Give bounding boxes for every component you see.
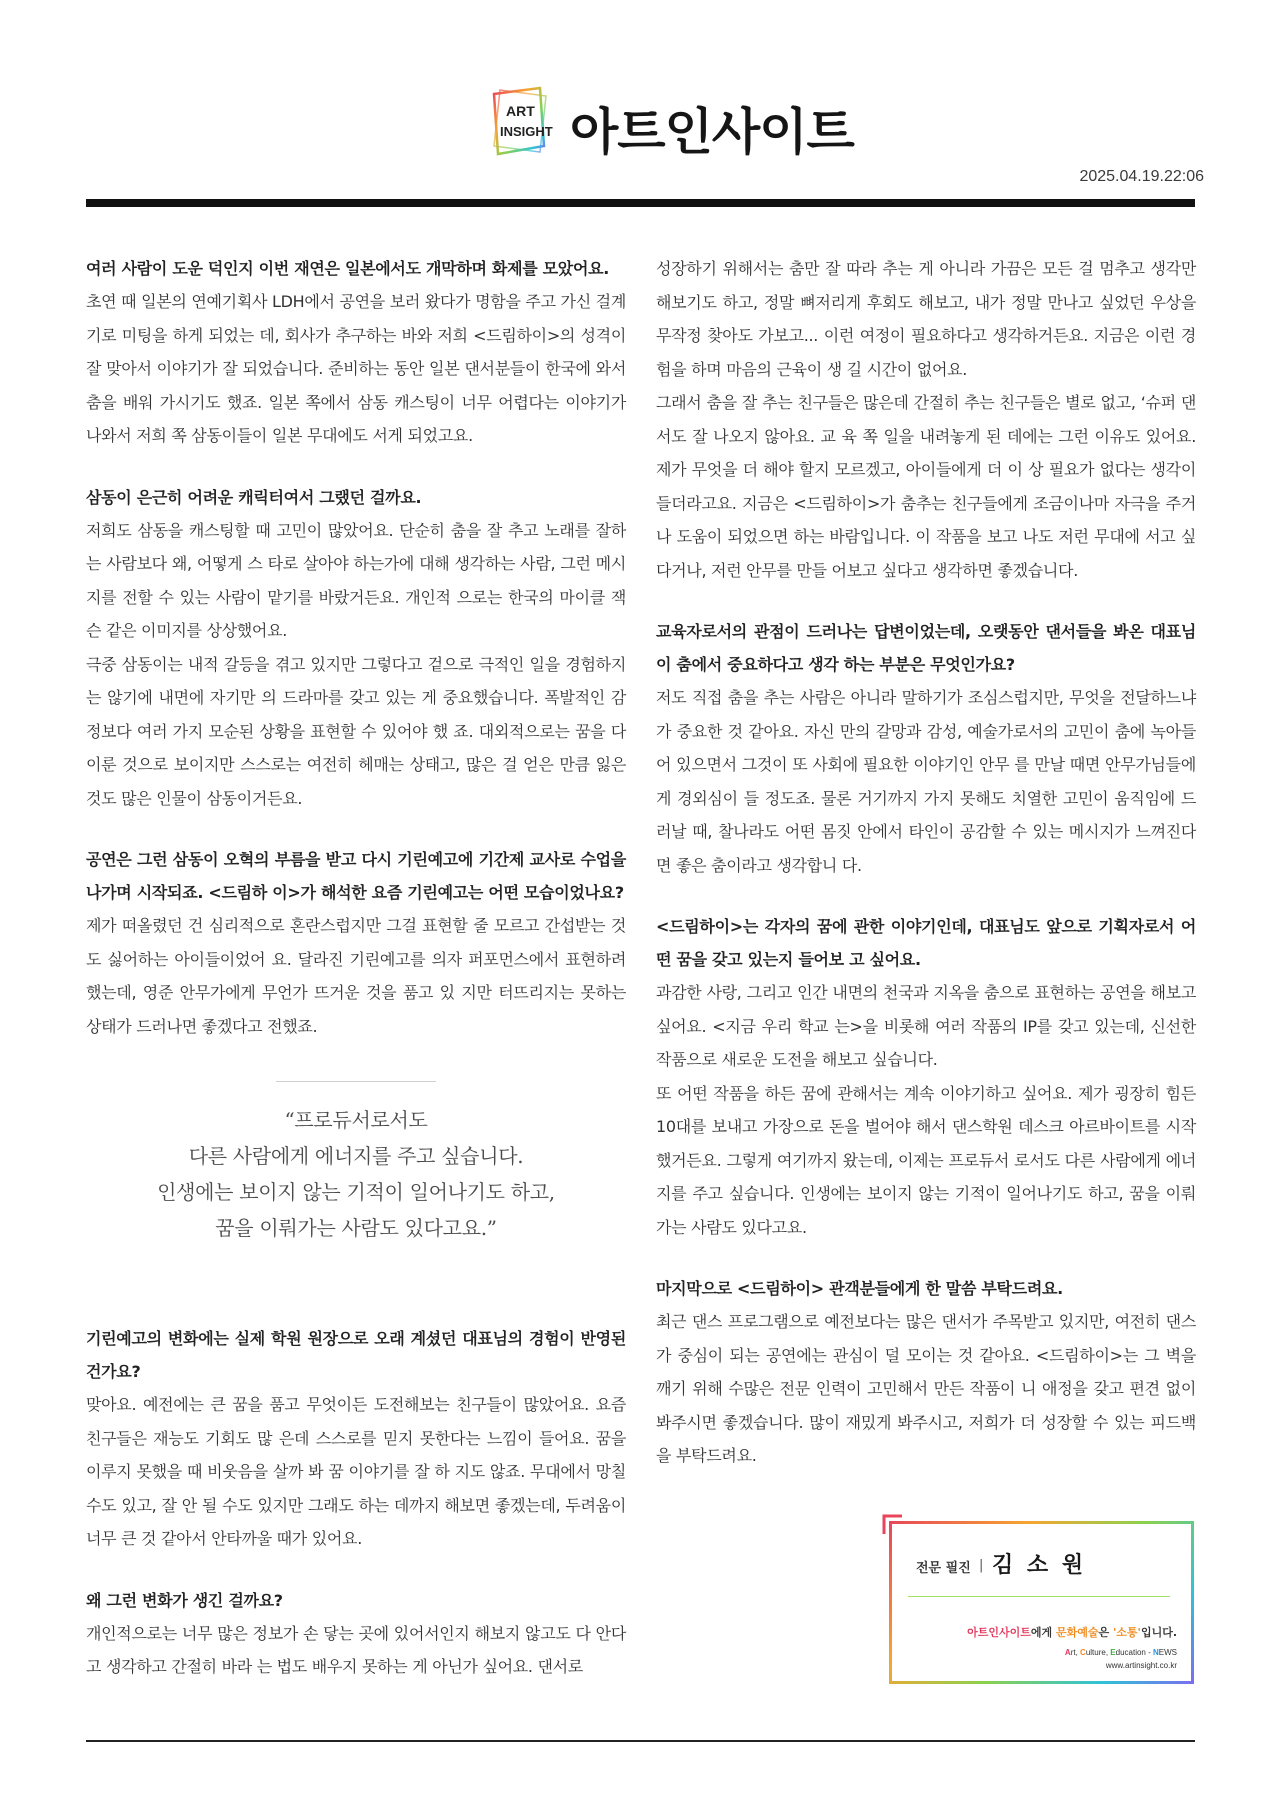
author-name: 김 소 원	[992, 1553, 1087, 1578]
interview-answer: 저희도 삼동을 캐스팅할 때 고민이 많았어요. 단순히 춤을 잘 추고 노래를 잘하는 사람보다 왜, 어떻게 스 타로 살아야 하는가에 대해 생각하는 사람, 그런 메시지를 전할 수 있는 사람이 맡기를 바랐거든요. 개인적 으로는 한국의 마이클 잭슨 같은 이미지를 상상했어요.	[86, 520, 626, 640]
interview-question: 마지막으로 <드림하이> 관객분들에게 한 말씀 부탁드려요.	[656, 1279, 1063, 1298]
header-divider	[86, 199, 1195, 207]
interview-answer: 최근 댄스 프로그램으로 예전보다는 많은 댄서가 주목받고 있지만, 여전히 댄스가 중심이 되는 공연에는 관심이 덜 모이는 것 같아요. <드림하이>는 그 벽을 깨기 위해 수많은 전문 인력이 고민해서 만든 작품이 니 애정을 갖고 편견 없이 봐주시면 좋겠습니다. 많이 재밌게 봐주시고, 저희가 더 성장할 수 있는 피드백 을 부탁드려요.	[656, 1312, 1196, 1465]
interview-question: 왜 그런 변화가 생긴 걸까요?	[86, 1590, 283, 1610]
interview-question: <드림하이>는 각자의 꿈에 관한 이야기인데, 대표님도 앞으로 기획자로서 어떤 꿈을 갖고 있는지 들어보 고 싶어요.	[656, 917, 1196, 969]
pull-quote-line: 인생에는 보이지 않는 기적이 일어나기도 하고,	[157, 1180, 555, 1204]
byline-divider	[908, 1596, 1170, 1597]
byline-subtitle	[1065, 1648, 1177, 1657]
section-gap	[656, 587, 1196, 615]
site-url[interactable]: www.artinsight.co.kr	[1105, 1661, 1177, 1670]
tagline-highlight: 문화예술	[1055, 1626, 1099, 1639]
section-gap	[86, 1294, 626, 1322]
section-gap	[86, 1556, 626, 1584]
byline-tagline	[967, 1624, 1177, 1640]
pull-quote	[86, 1081, 626, 1246]
right-column	[656, 252, 1196, 1473]
sub-culture-rest: ulture,	[1085, 1648, 1111, 1657]
footer-divider	[86, 1740, 1195, 1742]
interview-answer: 극중 삼동이는 내적 갈등을 겪고 있지만 그렇다고 겉으로 극적인 일을 경험하지는 않기에 내면에 자기만 의 드라마를 갖고 있는 게 중요했습니다. 폭발적인 감정보다 여러 가지 모순된 상황을 표현할 수 있어야 했 죠. 대외적으로는 꿈을 다 이룬 것으로 보이지만 스스로는 여전히 헤매는 상태고, 많은 걸 얻은 만큼 잃은 것도 많은 인물이 삼동이거든요.	[86, 654, 626, 808]
interview-question: 삼동이 은근히 어려운 캐릭터여서 그랬던 걸까요.	[86, 487, 422, 507]
section-gap	[656, 1244, 1196, 1272]
pull-quote-rule	[276, 1081, 436, 1082]
interview-answer: 개인적으로는 너무 많은 정보가 손 닿는 곳에 있어서인지 해보지 않고도 다 안다고 생각하고 간절히 바라 는 법도 배우지 못하는 게 아닌가 싶어요. 댄서로	[86, 1623, 626, 1676]
page-header	[0, 0, 1280, 210]
art-insight-badge-icon	[488, 86, 558, 158]
author-role: 전문 필진	[916, 1561, 971, 1576]
corner-accent-icon	[882, 1514, 904, 1536]
publish-date: 2025.04.19.22:06	[1079, 168, 1204, 185]
sub-news-rest: EWS	[1158, 1648, 1177, 1657]
sub-edu-initial: E	[1110, 1648, 1116, 1657]
section-gap	[656, 882, 1196, 910]
section-gap	[86, 453, 626, 481]
pull-quote-line: 꿈을 이뤄가는 사람도 있다고요.”	[215, 1216, 497, 1240]
interview-answer: 성장하기 위해서는 춤만 잘 따라 추는 게 아니라 가끔은 모든 걸 멈추고 생각만 해보기도 하고, 정말 뼈저리게 후회도 해보고, 내가 정말 만나고 싶었던 우상을 무작정 찾아도 가보고... 이런 여정이 필요하다고 생각하거든요. 지금은 이런 경험을 하며 마음의 근육이 생 길 시간이 없어요.	[656, 259, 1196, 379]
sub-art-rest: rt,	[1070, 1648, 1081, 1657]
author-byline-card	[889, 1521, 1194, 1684]
tagline-end: 입니다.	[1140, 1626, 1177, 1639]
pull-quote-line: 다른 사람에게 에너지를 주고 싶습니다.	[188, 1144, 524, 1168]
tagline-brand: 아트인사이트	[967, 1626, 1031, 1639]
logo-badge-line2: INSIGHT	[500, 124, 553, 139]
interview-answer: 맞아요. 예전에는 큰 꿈을 품고 무엇이든 도전해보는 친구들이 많았어요. 요즘 친구들은 재능도 기회도 많 은데 스스로를 믿지 못한다는 느낌이 들어요. 꿈을 이루지 못했을 때 비웃음을 살까 봐 꿈 이야기를 잘 하 지도 않죠. 무대에서 망칠 수도 있고, 잘 안 될 수도 있지만 그래도 하는 데까지 해보면 좋겠는데, 두려움이 너무 큰 것 같아서 안타까울 때가 있어요.	[86, 1395, 626, 1548]
interview-answer: 또 어떤 작품을 하든 꿈에 관해서는 계속 이야기하고 싶어요. 제가 굉장히 힘든 10대를 보내고 가장으로 돈을 벌어야 해서 댄스학원 데스크 아르바이트를 시작했거든요. 그렇게 여기까지 왔는데, 이제는 프로듀서 로서도 다른 사람에게 에너지를 주고 싶습니다. 인생에는 보이지 않는 기적이 일어나기도 하고, 꿈을 이뤄가는 사람도 있다고요.	[656, 1083, 1196, 1237]
interview-question: 교육자로서의 관점이 드러나는 답변이었는데, 오랫동안 댄서들을 봐온 대표님이 춤에서 중요하다고 생각 하는 부분은 무엇인가요?	[656, 622, 1196, 674]
author-separator: |	[979, 1558, 984, 1573]
sub-edu-rest: ducation -	[1115, 1648, 1153, 1657]
interview-question: 여러 사람이 도운 덕인지 이번 재연은 일본에서도 개막하며 화제를 모았어요.	[86, 259, 610, 278]
interview-answer: 과감한 사랑, 그리고 인간 내면의 천국과 지옥을 춤으로 표현하는 공연을 해보고 싶어요. <지금 우리 학교 는>을 비롯해 여러 작품의 IP를 갖고 있는데, 신선한 작품으로 새로운 도전을 해보고 싶습니다.	[656, 983, 1196, 1069]
site-logo[interactable]	[488, 86, 854, 164]
tagline-mid: 에게	[1030, 1626, 1056, 1639]
interview-answer: 그래서 춤을 잘 추는 친구들은 많은데 간절히 추는 친구들은 별로 없고, ‘슈퍼 댄서도 잘 나오지 않아요. 교 육 쪽 일을 내려놓게 된 데에는 그런 이유도 있어요. 제가 무엇을 더 해야 할지 모르겠고, 아이들에게 더 이 상 필요가 없다는 생각이 들더라고요. 지금은 <드림하이>가 춤추는 친구들에게 조금이나마 자극을 주거나 도움이 되었으면 하는 바람입니다. 이 작품을 보고 나도 저런 무대에 서고 싶다거나, 저런 안무를 만들 어보고 싶다고 생각하면 좋겠습니다.	[656, 393, 1196, 580]
tagline-quote: '소통'	[1112, 1626, 1141, 1639]
section-gap	[86, 815, 626, 843]
sub-art-initial: A	[1064, 1648, 1071, 1657]
pull-quote-line: “프로듀서로서도	[284, 1108, 428, 1132]
site-name: 아트인사이트	[570, 103, 854, 161]
tagline-mid2: 은	[1098, 1626, 1113, 1639]
interview-answer: 초연 때 일본의 연예기획사 LDH에서 공연을 보러 왔다가 명함을 주고 가신 걸계기로 미팅을 하게 되었는 데, 회사가 추구하는 바와 저희 <드림하이>의 성격이 잘 맞아서 이야기가 잘 되었습니다. 준비하는 동안 일본 댄서분들이 한국에 와서 춤을 배워 가시기도 했죠. 일본 쪽에서 삼동 캐스팅이 너무 어렵다는 이야기가 나와서 저희 쪽 삼동이들이 일본 무대에도 서게 되었고요.	[86, 292, 626, 445]
interview-question: 기린예고의 변화에는 실제 학원 원장으로 오래 계셨던 대표님의 경험이 반영된 건가요?	[86, 1329, 626, 1381]
logo-badge-line1: ART	[506, 103, 535, 119]
interview-question: 공연은 그런 삼동이 오혁의 부름을 받고 다시 기린예고에 기간제 교사로 수업을 나가며 시작되죠. <드림하 이>가 해석한 요즘 기린예고는 어떤 모습이었나요?	[86, 850, 626, 902]
sub-news-initial: N	[1152, 1648, 1159, 1657]
sub-culture-initial: C	[1080, 1648, 1086, 1657]
interview-answer: 저도 직접 춤을 추는 사람은 아니라 말하기가 조심스럽지만, 무엇을 전달하느냐가 중요한 것 같아요. 자신 만의 갈망과 감성, 예술가로서의 고민이 춤에 녹아들어 있으면서 그것이 또 사회에 필요한 이야기인 안무 를 만날 때면 안무가님들에게 경외심이 들 정도죠. 물론 거기까지 가지 못해도 치열한 고민이 움직임에 드러날 때, 찰나라도 어떤 몸짓 안에서 타인이 공감할 수 있는 메시지가 느껴진다면 좋은 춤이라고 생각합니 다.	[656, 688, 1196, 875]
interview-answer: 제가 떠올렸던 건 심리적으로 혼란스럽지만 그걸 표현할 줄 모르고 간섭받는 것도 싫어하는 아이들이었어 요. 달라진 기린예고를 의자 퍼포먼스에서 표현하려 했는데, 영준 안무가에게 무언가 뜨거운 것을 품고 있 지만 터뜨리지는 못하는 상태가 드러나면 좋겠다고 전했죠.	[86, 916, 626, 1036]
left-column	[86, 252, 626, 1684]
